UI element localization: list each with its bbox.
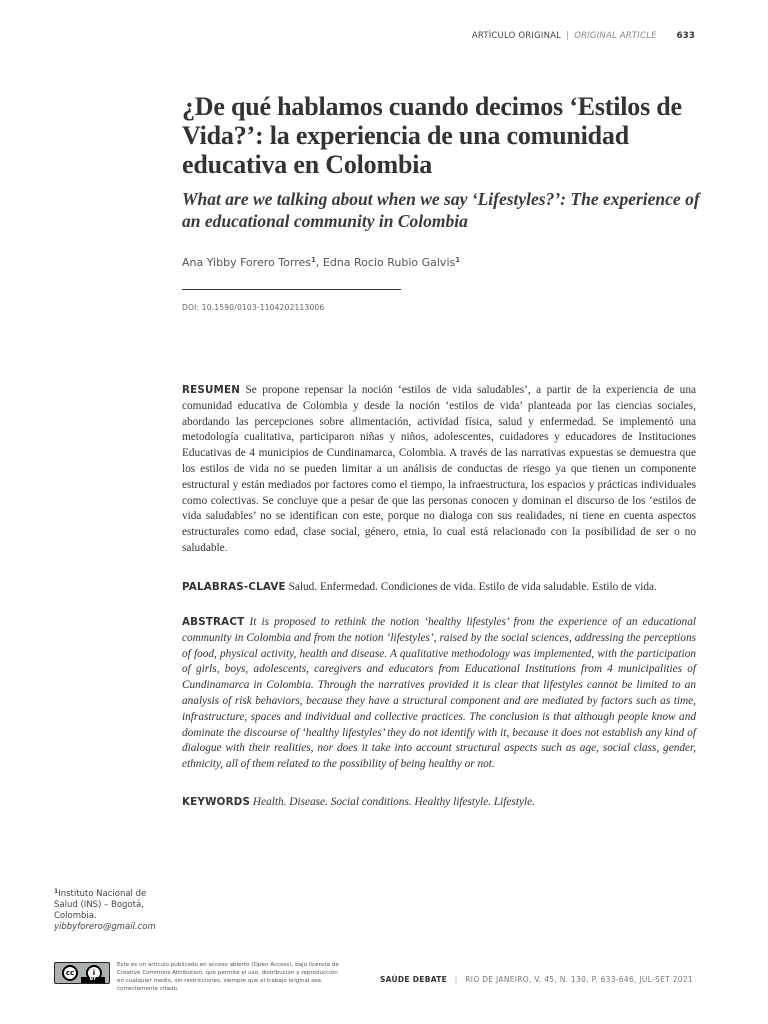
author-list [182, 256, 460, 269]
section-label-en: ORIGINAL ARTICLE [574, 31, 657, 41]
by-tag: BY [81, 977, 105, 983]
attribution-person-icon: i [86, 965, 102, 981]
abstract-paragraph [182, 615, 696, 773]
resumen-label: RESUMEN [182, 384, 241, 396]
section-label-pt: ARTÍCULO ORIGINAL [471, 31, 562, 41]
page-number: 633 [676, 31, 695, 41]
affiliation-institution: Instituto Nacional de Salud (INS) – Bogotá, Colombia. [54, 889, 147, 921]
affiliation-footnote [54, 886, 154, 933]
footer-separator: | [454, 975, 458, 984]
keywords-text: Health. Disease. Social conditions. Healthy lifestyle. Lifestyle. [252, 796, 535, 808]
palabras-clave-paragraph [182, 580, 696, 596]
author-separator: , [315, 256, 323, 269]
resumen-paragraph [182, 383, 696, 557]
author-email[interactable]: yibbyforero@gmail.com [54, 922, 156, 932]
article-subtitle: What are we talking about when we say ‘Lifestyles?’: The experience of an educational community in Colombia [182, 189, 700, 231]
cc-icon: cc [62, 965, 78, 981]
header-separator: | [566, 31, 570, 41]
author-divider [182, 289, 401, 290]
palabras-clave-label: PALABRAS-CLAVE [182, 581, 286, 593]
abstract-text: It is proposed to rethink the notion ‘healthy lifestyles’ from the experience of an educational community in Colombia and from the notion ‘lifestyles’, raised by the social sciences, addressing the perceptions of food, physical activity, health and disease. A qualitative methodology was implemented, with the participation of girls, boys, adolescents, caregivers and educators from Educational Institutions from 4 municipalities of Cundinamarca in Colombia. Through the narratives provided it is clear that lifestyles cannot be limited to an analysis of risk behaviors, because they have a structural component and are mediated by factors such as time, infrastructure, spaces and individual and collective practices. The conclusion is that although people know and dominate the discourse of ‘healthy lifestyles’ they do not identify with it, because it does not establish any kind of dialogue with their realities, nor does it take into account structural aspects such as age, social class, gender, ethnicity, all of them related to the possibility of being healthy or not. [182, 616, 696, 771]
creative-commons-badge[interactable] [54, 962, 110, 984]
journal-name: SAÚDE DEBATE [379, 975, 448, 984]
doi[interactable]: DOI: 10.1590/0103-1104202113006 [182, 303, 325, 312]
author-affiliation-marker: 1 [455, 256, 461, 264]
abstract-label: ABSTRACT [182, 616, 245, 628]
keywords-label: KEYWORDS [182, 796, 251, 808]
author-name: Edna Rocio Rubio Galvis [322, 256, 456, 269]
journal-footer [380, 975, 693, 984]
license-text: Este es un artículo publicado en acceso abierto (Open Access), bajo licencia de Creative Commons Attribution, que permite el uso, distribución y reproducción en cualquier medio, sin restricciones, siempre que el trabajo original sea correctamente citado. [117, 962, 339, 992]
article-title: ¿De qué hablamos cuando decimos ‘Estilos de Vida?’: la experiencia de una comunidad educativa en Colombia [182, 92, 682, 179]
affiliation-marker: 1 [54, 888, 59, 895]
author-affiliation-marker: 1 [311, 256, 316, 264]
resumen-text: Se propone repensar la noción ‘estilos de vida saludables’, a partir de la experiencia de una comunidad educativa de Colombia y desde la noción ‘estilos de vida’ planteada por las ciencias sociales, abordando las percepciones sobre alimentación, actividad física, salud y enfermedad. Se implementó una metodología cualitativa, participaron niñas y niños, adolescentes, cuidadores y educadores de Instituciones Educativas de 4 municipios de Cundinamarca, Colombia. A través de las narrativas expuestas se demuestra que los estilos de vida no se pueden limitar a un análisis de conductas de riesgo ya que tienen un componente estructural y están mediados por factores como el tiempo, la infraestructura, los espacios y prácticas individuales como colectivas. Se concluye que a pesar de que las personas conocen y dominan el discurso de los ‘estilos de vida saludables’ no se identifican con este, porque no dialoga con sus realidades, ni tiene en cuenta aspectos estructurales como edad, clase social, género, etnia, lo cual está relacionado con la posibilidad de ser o no saludable. [182, 384, 696, 554]
journal-citation: RIO DE JANEIRO, V. 45, N. 130, P. 633-646, JUL-SET 2021 [465, 975, 693, 984]
palabras-clave-text: Salud. Enfermedad. Condiciones de vida. Estilo de vida saludable. Estilo de vida. [288, 581, 657, 593]
author-name: Ana Yibby Forero Torres [182, 256, 311, 269]
keywords-paragraph [182, 795, 696, 811]
running-header [472, 31, 695, 41]
